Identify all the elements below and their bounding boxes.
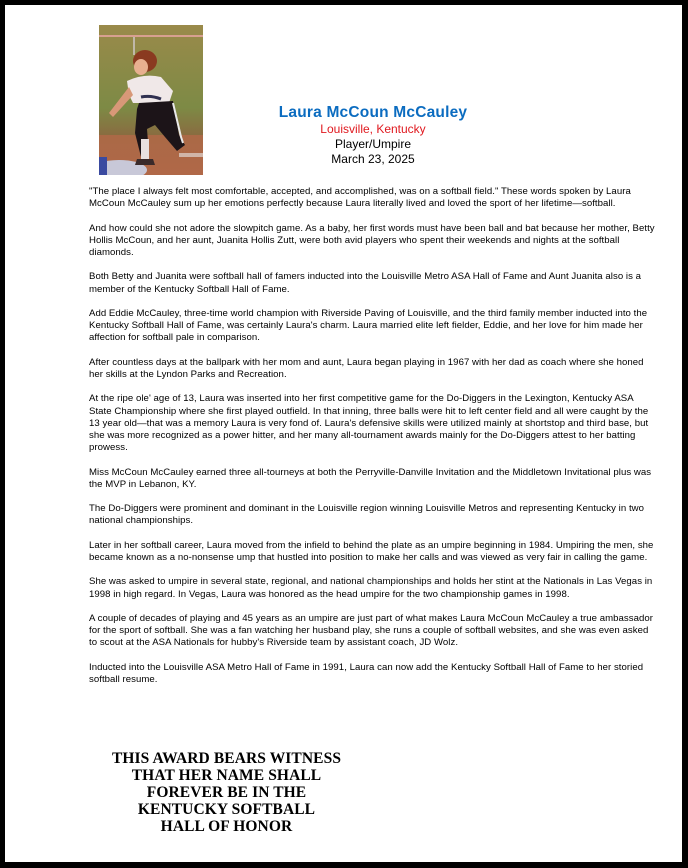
award-line: HALL OF HONOR bbox=[160, 818, 293, 835]
bio-paragraph: Inducted into the Louisville ASA Metro Hall of Fame in 1991, Laura can now add the Kentucky Softball Hall of Fame to her storied softball resume. bbox=[89, 661, 644, 685]
inductee-photo bbox=[99, 25, 203, 175]
inductee-name: Laura McCoun McCauley bbox=[278, 104, 468, 121]
award-line: THAT HER NAME SHALL bbox=[131, 767, 322, 784]
photo-image bbox=[99, 25, 203, 175]
award-line: FOREVER BE IN THE bbox=[146, 784, 307, 801]
award-line: KENTUCKY SOFTBALL bbox=[137, 801, 316, 818]
bio-paragraph: Miss McCoun McCauley earned three all-tourneys at both the Perryville-Danville Invitation and the Middletown Invitational plus was the MVP in Lebanon, KY. bbox=[89, 466, 652, 490]
bio-paragraph: And how could she not adore the slowpitch game. As a baby, her first words must have been ball and bat because her mother, Betty Hollis McCoun, and her aunt, Juanita Hollis Zutt, were both avid players who spent their weekends and nights at the softball diamonds. bbox=[89, 222, 655, 258]
inductee-header bbox=[205, 103, 541, 167]
bio-paragraph: The Do-Diggers were prominent and dominant in the Louisville region winning Louisville Metros and representing Kentucky in two national championships. bbox=[89, 503, 645, 527]
bio-paragraph: Later in her softball career, Laura moved from the infield to behind the plate as an umpire beginning in 1984. Umpiring the men, she became known as a no-nonsense ump that hustled into position to make her calls and was viewed as very fair in calling the game. bbox=[89, 539, 654, 563]
bio-paragraph: Both Betty and Juanita were softball hall of famers inducted into the Louisville Metro ASA Hall of Fame and Aunt Juanita also is a member of the Kentucky Softball Hall of Fame. bbox=[89, 271, 642, 295]
bio-paragraph: After countless days at the ballpark with her mom and aunt, Laura began playing in 1967 with her dad as coach where she honed her skills at the Lyndon Parks and Recreation. bbox=[89, 356, 644, 380]
biography bbox=[89, 186, 655, 698]
bio-paragraph: At the ripe ole' age of 13, Laura was inserted into her first competitive game for the Do-Diggers in the Lexington, Kentucky ASA State Championship where she first played outfield. In that inning, three balls were hit to left center field and all were caught by the 13 year old—that was a memory Laura is very fond of. Laura's defensive skills were utilized mainly at shortstop and third base, but she was more recognized as a power hitter, and her many all-tournament awards mainly for the Do-Diggers attest to her batting prowess. bbox=[89, 393, 649, 454]
bio-paragraph: She was asked to umpire in several state, regional, and national championships and holds her stint at the Nationals in Las Vegas in 1998 in high regard. In Vegas, Laura was honored as the head umpire for the two championship games in 1998. bbox=[89, 576, 653, 600]
bio-paragraph: Add Eddie McCauley, three-time world champion with Riverside Paving of Louisville, and the third family member inducted into the Kentucky Softball Hall of Fame, was certainly Laura's charm. Laura married elite left fielder, Eddie, and her love for him made her affection for softball pale in comparison. bbox=[89, 307, 648, 344]
award-line: THIS AWARD BEARS WITNESS bbox=[111, 750, 342, 767]
bio-paragraph: "The place I always felt most comfortable, accepted, and accomplished, was on a softball field." These words spoken by Laura McCoun McCauley sum up her emotions perfectly because Laura literally lived and loved the sport of her lifetime—softball. bbox=[89, 186, 631, 210]
induction-date: March 23, 2025 bbox=[331, 152, 415, 166]
inductee-location: Louisville, Kentucky bbox=[320, 122, 426, 136]
bio-paragraph: A couple of decades of playing and 45 years as an umpire are just part of what makes Laura McCoun McCauley a true ambassador for the sport of softball. She was a fan watching her husband play, she runs a couple of softball websites, and she was even asked to scout at the ASA Nationals for hubby's Riverside team by assistant coach, JD Wolz. bbox=[89, 612, 654, 649]
award-statement bbox=[89, 750, 364, 835]
inductee-role: Player/Umpire bbox=[334, 137, 412, 151]
